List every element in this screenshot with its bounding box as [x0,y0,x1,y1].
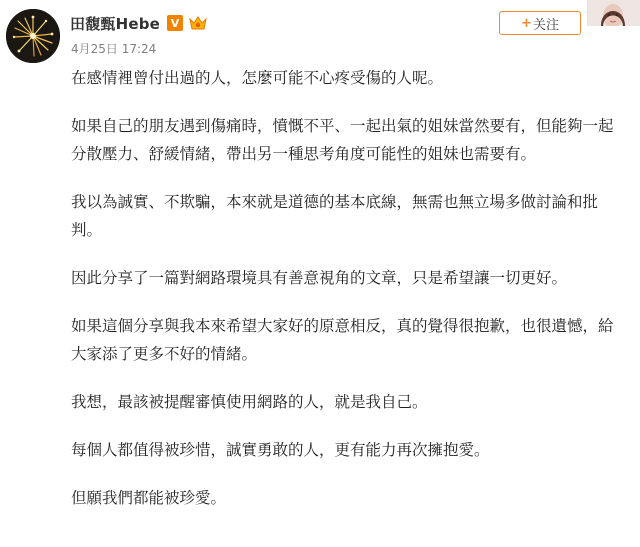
firework-avatar-image [6,9,60,63]
post-paragraph: 每個人都值得被珍惜，誠實勇敢的人，更有能力再次擁抱愛。 [71,441,490,459]
post-header [70,11,208,35]
avatar[interactable] [6,9,60,63]
follow-button[interactable] [499,11,581,35]
follow-label: 关注 [532,17,559,33]
post-paragraph: 但願我們都能被珍愛。 [71,489,227,507]
username[interactable]: 田馥甄Hebe [70,14,161,33]
portrait-thumbnail-image [587,0,640,26]
post-paragraph: 在感情裡曾付出過的人，怎麼可能不心疼受傷的人呢。 [71,69,444,87]
post-timestamp[interactable]: 4月25日 17:24 [71,42,157,56]
verified-v-icon: V [167,15,183,31]
plus-icon: + [521,15,532,31]
post-paragraph: 如果這個分享與我本來希望大家好的原意相反，真的覺得很抱歉，也很遺憾，給大家添了更多不好的情緒。 [71,317,614,363]
post-paragraph: 如果自己的朋友遇到傷痛時，憤慨不平、一起出氣的姐妹當然要有，但能夠一起分散壓力、舒緩情緒，帶出另一種思考角度可能性的姐妹也需要有。 [71,117,614,163]
profile-thumbnail[interactable] [587,0,640,26]
post-body [71,64,627,532]
post-paragraph: 我想，最該被提醒審慎使用網路的人，就是我自己。 [71,393,428,411]
post-paragraph: 我以為誠實、不欺騙，本來就是道德的基本底線，無需也無立場多做討論和批判。 [71,193,599,239]
vip-crown-icon [188,14,208,32]
post-paragraph: 因此分享了一篇對網路環境具有善意視角的文章，只是希望讓一切更好。 [71,269,568,287]
